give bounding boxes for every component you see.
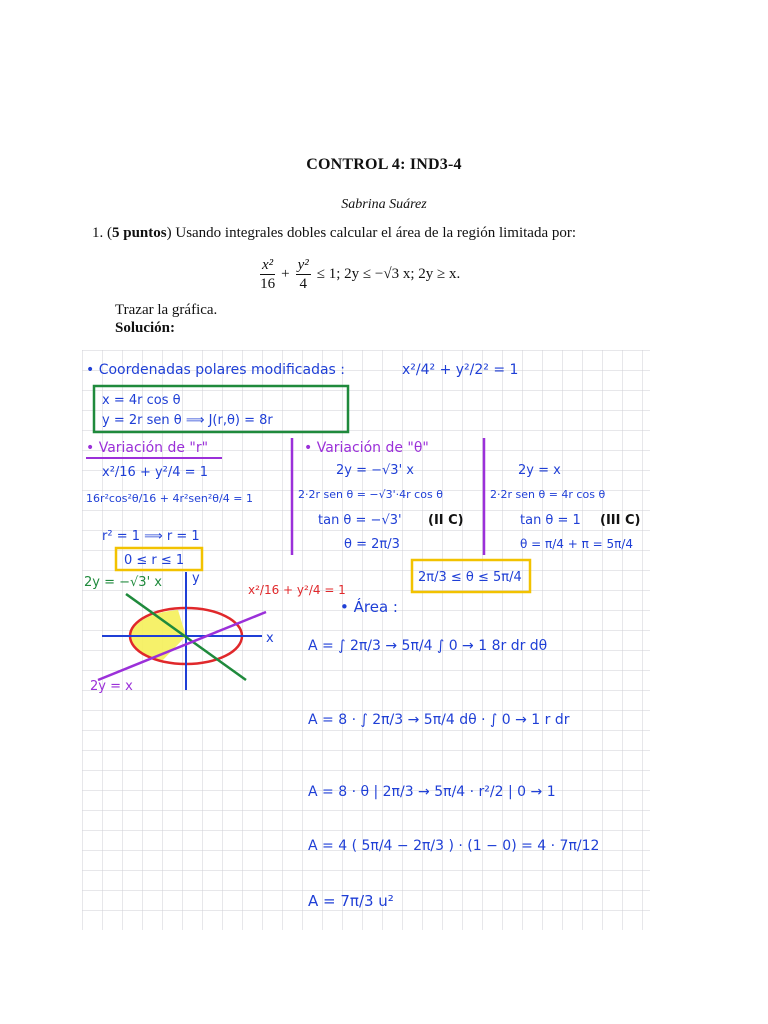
axis-y-label: y: [192, 571, 200, 586]
hw-var-t-r1: 2y = x: [518, 463, 561, 478]
formula-rest: ≤ 1; 2y ≤ −√3 x; 2y ≥ x.: [316, 266, 461, 282]
hw-graph-line2: 2y = x: [90, 679, 133, 694]
fraction-y: $\frac{\text{y²}}{4}$: [297, 257, 309, 292]
hw-var-r-3: r² = 1 ⟹ r = 1: [102, 529, 200, 544]
hw-heading: • Coordenadas polares modificadas :: [86, 362, 346, 378]
problem-text: Usando integrales dobles calcular el área de la región limitada por:: [175, 225, 577, 241]
hw-var-t-l4: θ = 2π/3: [344, 537, 400, 552]
hw-area-title: • Área :: [340, 598, 398, 616]
hw-a5: A = 7π/3 u²: [308, 892, 394, 910]
hw-var-t-r3b: (III C): [600, 513, 641, 528]
hw-heading-eq: x²/4² + y²/2² = 1: [402, 362, 519, 378]
problem-number: 1.: [92, 225, 104, 241]
hw-var-t-l2: 2·2r sen θ = −√3'·4r cos θ: [298, 488, 443, 501]
hw-var-r-title: • Variación de "r": [86, 440, 209, 456]
problem-statement: 1. (5 puntos) Usando integrales dobles calcular el área de la región limitada por:: [92, 225, 577, 241]
axis-x-label: x: [266, 631, 274, 646]
hw-var-t-r3: tan θ = 1: [520, 513, 581, 528]
hw-a2: A = 8 · ∫ 2π/3 → 5π/4 dθ · ∫ 0 → 1 r dr: [308, 712, 570, 728]
hw-box-line1: x = 4r cos θ: [102, 393, 181, 408]
hw-box-line2: y = 2r sen θ ⟹ J(r,θ) = 8r: [102, 413, 273, 428]
region-formula: $\frac{\text{x²}}{16}$ + $\frac{\text{y²}}{4}$ ≤ 1; 2y ≤ −√3 x; 2y ≥ x.: [260, 257, 461, 292]
handwritten-solution-image: [82, 350, 650, 930]
hw-var-t-r4: θ = π/4 + π = 5π/4: [520, 537, 634, 551]
hw-a4: A = 4 ( 5π/4 − 2π/3 ) · (1 − 0) = 4 · 7π/12: [308, 838, 600, 854]
hw-graph-line1: 2y = −√3' x: [84, 575, 162, 590]
problem-points: 5 puntos: [112, 225, 167, 241]
hw-var-r-2: 16r²cos²θ/16 + 4r²sen²θ/4 = 1: [86, 492, 253, 505]
instruction-text: Trazar la gráfica.: [115, 302, 218, 318]
fraction-x: $\frac{\text{x²}}{16}$: [260, 257, 276, 292]
page-title: CONTROL 4: IND3-4: [306, 156, 462, 173]
hw-a3: A = 8 · θ | 2π/3 → 5π/4 · r²/2 | 0 → 1: [308, 784, 556, 800]
hw-var-r-1: x²/16 + y²/4 = 1: [102, 465, 208, 480]
hw-var-t-title: • Variación de "θ": [304, 440, 429, 456]
hw-var-t-l3b: (II C): [428, 513, 464, 528]
hw-var-t-r2: 2·2r sen θ = 4r cos θ: [490, 488, 606, 501]
hw-var-t-box: 2π/3 ≤ θ ≤ 5π/4: [418, 570, 522, 585]
hw-var-t-l3: tan θ = −√3': [318, 513, 402, 528]
hw-var-t-l1: 2y = −√3' x: [336, 463, 414, 478]
solution-label: Solución:: [115, 320, 176, 336]
hw-var-r-box: 0 ≤ r ≤ 1: [124, 553, 185, 568]
hw-graph-ellipse: x²/16 + y²/4 = 1: [248, 583, 346, 597]
hw-a1: A = ∫ 2π/3 → 5π/4 ∫ 0 → 1 8r dr dθ: [308, 638, 548, 654]
author-name: Sabrina Suárez: [341, 197, 427, 212]
